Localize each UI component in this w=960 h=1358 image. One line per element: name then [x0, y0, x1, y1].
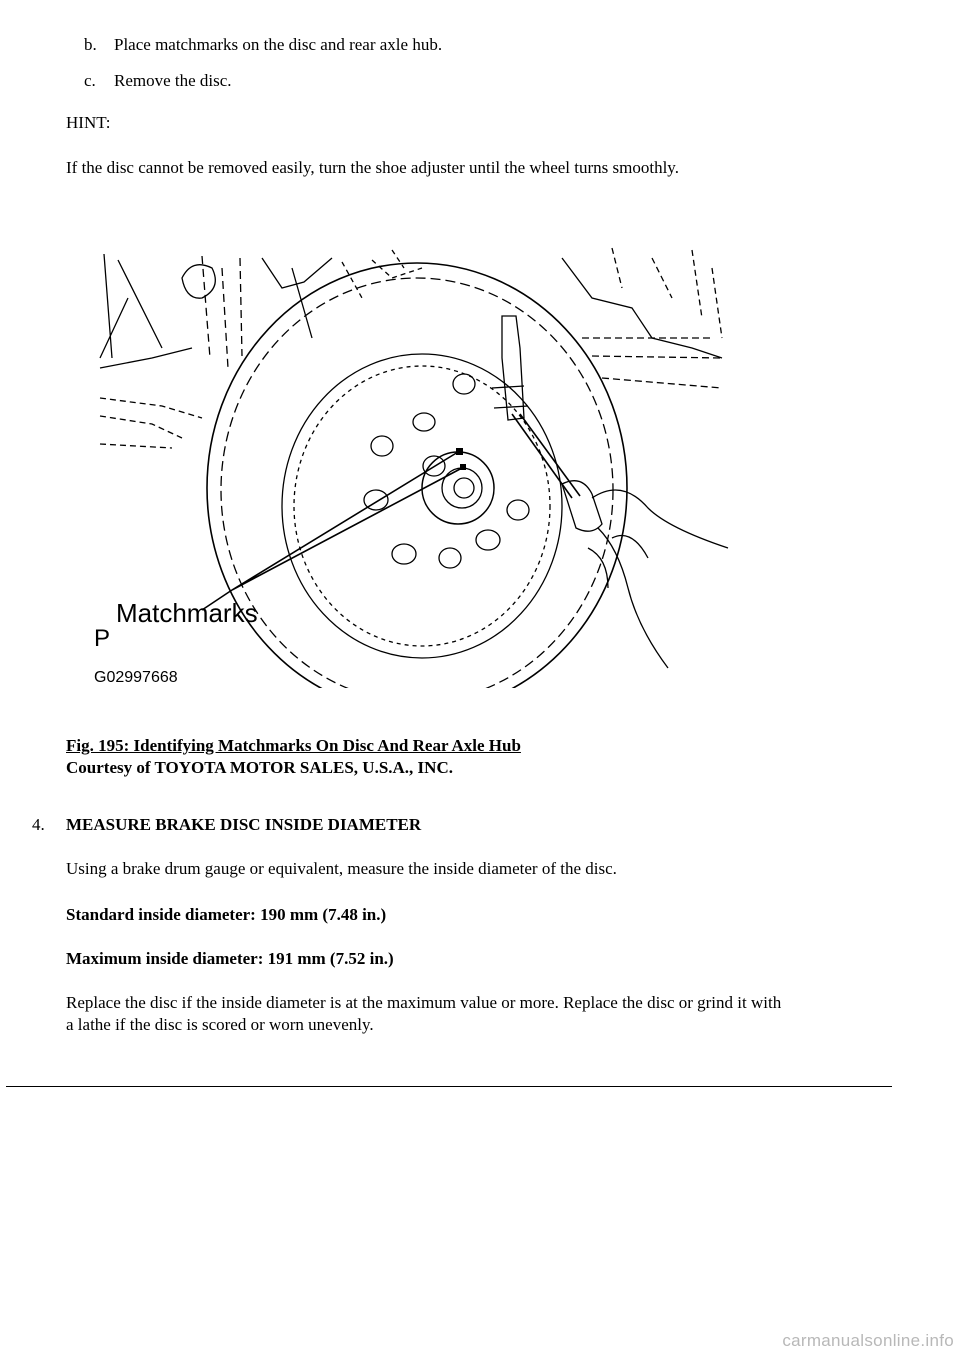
hint-text: If the disc cannot be removed easily, turn the shoe adjuster until the wheel turns smoothly. [66, 158, 679, 177]
figure-code: G02997668 [94, 669, 178, 686]
figure-corner-letter: P [94, 625, 111, 652]
step-c-letter: c. [84, 71, 96, 90]
replace-text-line1: Replace the disc if the inside diameter is at the maximum value or more. Replace the disc or grind it with [66, 993, 782, 1012]
page-divider [6, 1086, 892, 1087]
standard-diameter: Standard inside diameter: 190 mm (7.48 in.) [66, 905, 387, 924]
brake-disc-illustration [92, 238, 732, 688]
step-c-text: Remove the disc. [114, 71, 232, 90]
step-b-letter: b. [84, 35, 97, 54]
site-watermark: carmanualsonline.info [782, 1330, 954, 1350]
figure-caption-courtesy: Courtesy of TOYOTA MOTOR SALES, U.S.A., INC. [66, 758, 453, 777]
section-instruction: Using a brake drum gauge or equivalent, measure the inside diameter of the disc. [66, 859, 617, 878]
step-b-text: Place matchmarks on the disc and rear axle hub. [114, 35, 443, 54]
figure-caption-title[interactable]: Fig. 195: Identifying Matchmarks On Disc And Rear Axle Hub [66, 736, 521, 755]
replace-text-line2: a lathe if the disc is scored or worn unevenly. [66, 1015, 374, 1034]
maximum-diameter: Maximum inside diameter: 191 mm (7.52 in.) [66, 949, 394, 968]
section-heading: MEASURE BRAKE DISC INSIDE DIAMETER [66, 815, 422, 834]
section-number: 4. [32, 815, 45, 834]
matchmarks-label: Matchmarks [116, 598, 258, 628]
hint-label: HINT: [66, 113, 111, 132]
